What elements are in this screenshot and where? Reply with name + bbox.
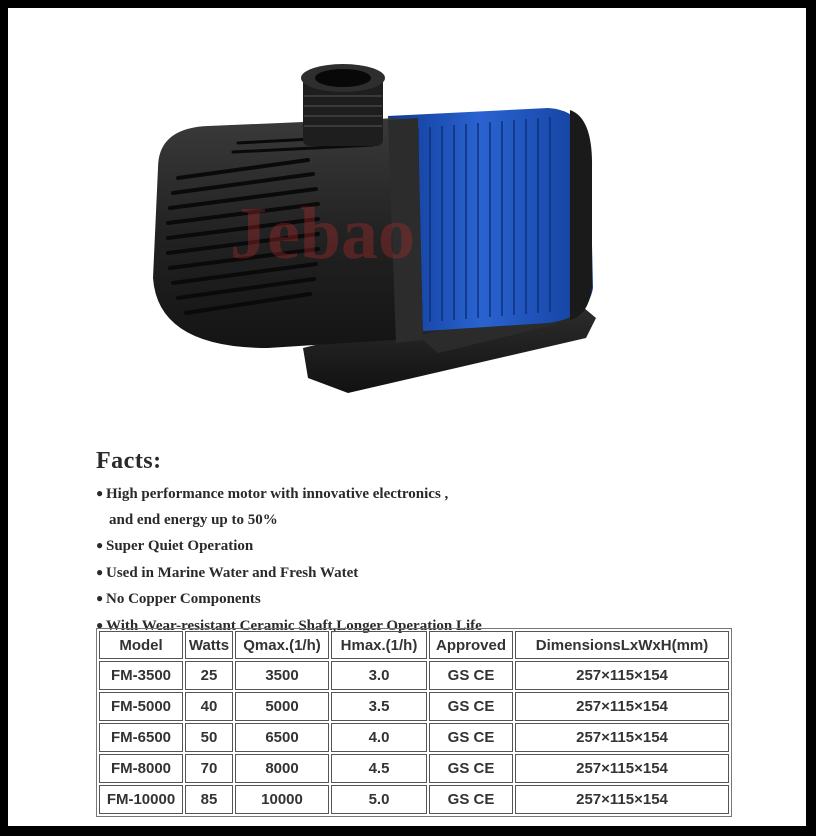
cell-dimensions: 257×115×154 [515, 785, 729, 814]
cell-watts: 70 [185, 754, 233, 783]
table-row [99, 785, 729, 814]
cell-watts: 40 [185, 692, 233, 721]
table-header-row [99, 631, 729, 659]
cell-qmax: 6500 [235, 723, 329, 752]
bullet-icon: ● [96, 591, 104, 605]
table-row [99, 661, 729, 690]
cell-hmax: 4.5 [331, 754, 427, 783]
cell-watts: 50 [185, 723, 233, 752]
cell-qmax: 8000 [235, 754, 329, 783]
bullet-icon: ● [96, 538, 104, 552]
pump-product-photo [118, 48, 618, 408]
header-model: Model [99, 631, 183, 659]
table-row [99, 723, 729, 752]
cell-qmax: 10000 [235, 785, 329, 814]
cell-model: FM-5000 [99, 692, 183, 721]
cell-dimensions: 257×115×154 [515, 723, 729, 752]
fact-item: ● Super Quiet Operation [96, 533, 736, 560]
cell-dimensions: 257×115×154 [515, 754, 729, 783]
fact-item: ● High performance motor with innovative electronics , [96, 481, 736, 508]
bullet-icon: ● [96, 564, 104, 579]
bullet-icon: ● [96, 486, 104, 500]
cell-hmax: 3.5 [331, 692, 427, 721]
cell-model: FM-3500 [99, 661, 183, 690]
watermark-logo: Jebao [230, 193, 415, 275]
header-dimensions: DimensionsLxWxH(mm) [515, 631, 729, 659]
cell-watts: 85 [185, 785, 233, 814]
fact-item: ● With Wear-resistant Ceramic Shaft,Longer Operation Life [96, 613, 736, 640]
cell-hmax: 4.0 [331, 723, 427, 752]
cell-dimensions: 257×115×154 [515, 661, 729, 690]
cell-model: FM-6500 [99, 723, 183, 752]
header-hmax: Hmax.(1/h) [331, 631, 427, 659]
cell-qmax: 3500 [235, 661, 329, 690]
header-watts: Watts [185, 631, 233, 659]
bullet-icon: ● [96, 617, 104, 632]
header-qmax: Qmax.(1/h) [235, 631, 329, 659]
cell-approved: GS CE [429, 723, 513, 752]
cell-approved: GS CE [429, 661, 513, 690]
cell-hmax: 3.0 [331, 661, 427, 690]
cell-model: FM-10000 [99, 785, 183, 814]
table-row [99, 692, 729, 721]
table-row [99, 754, 729, 783]
fact-item: ● No Copper Components [96, 586, 736, 613]
cell-watts: 25 [185, 661, 233, 690]
facts-section [96, 448, 736, 639]
cell-dimensions: 257×115×154 [515, 692, 729, 721]
fact-item: ● Used in Marine Water and Fresh Watet [96, 560, 736, 587]
header-approved: Approved [429, 631, 513, 659]
fact-item-continuation: and end energy up to 50% [109, 511, 278, 528]
cell-approved: GS CE [429, 754, 513, 783]
cell-approved: GS CE [429, 785, 513, 814]
cell-approved: GS CE [429, 692, 513, 721]
spec-table [96, 628, 732, 817]
product-page [8, 8, 806, 826]
cell-model: FM-8000 [99, 754, 183, 783]
facts-title: Facts: [96, 448, 162, 474]
cell-qmax: 5000 [235, 692, 329, 721]
cell-hmax: 5.0 [331, 785, 427, 814]
